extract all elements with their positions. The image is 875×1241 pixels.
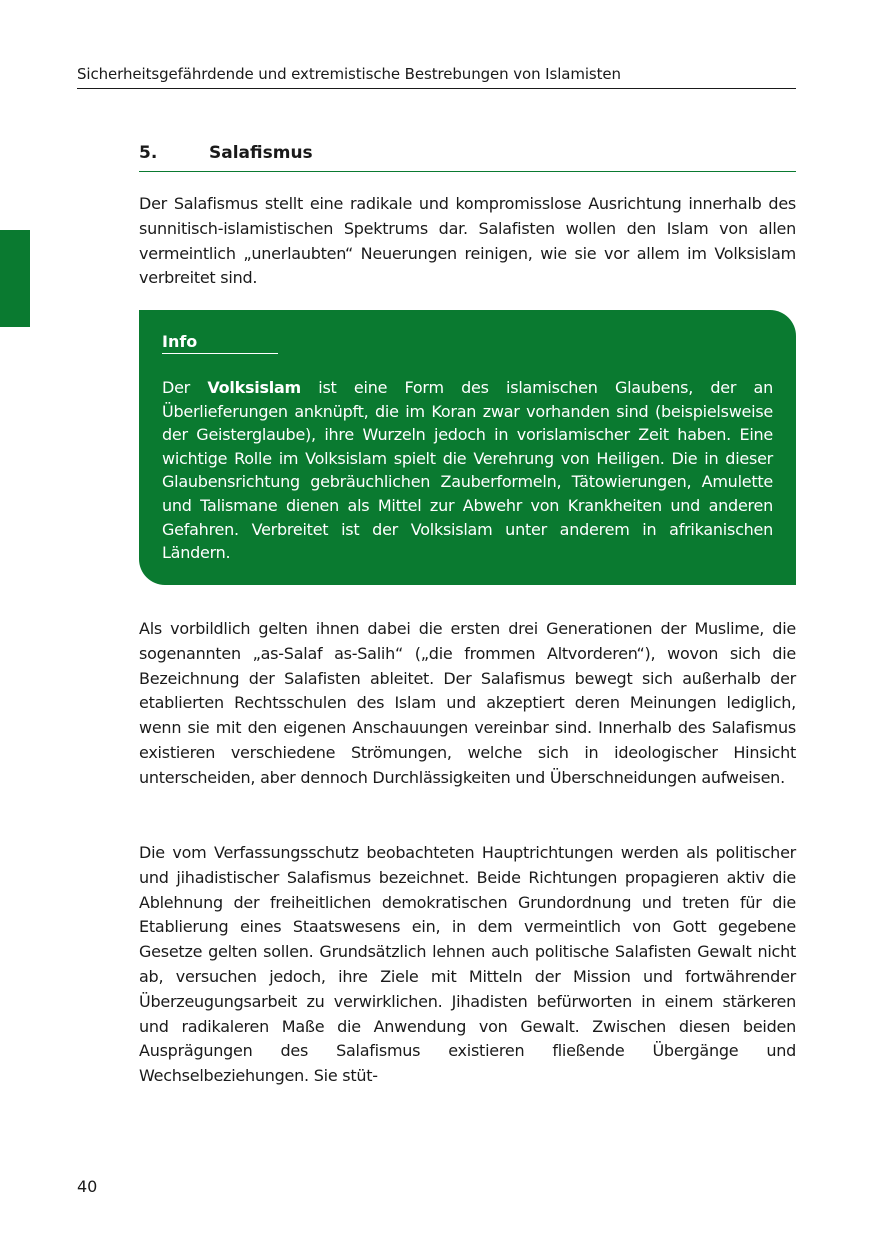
body-paragraph-2: Als vorbildlich gelten ihnen dabei die ersten drei Generationen der Muslime, die sogenannten „as-Salaf as-Salih“ („die frommen Altvorderen“), wovon sich die Bezeichnung der Salafisten ableitet. Der Salafismus bewegt sich außerhalb der etablierten Rechtsschulen des Islam und akzeptiert deren Meinungen lediglich, wenn sie mit den eigenen Anschauungen vereinbar sind. Innerhalb des Salafismus existieren verschiedene Strömungen, welche sich in ideologischer Hinsicht unterscheiden, aber dennoch Durchlässigkeiten und Überschneidungen aufweisen.	[139, 619, 796, 787]
info-box	[139, 310, 796, 585]
info-term-volksislam: Volksislam	[207, 378, 301, 397]
chapter-side-tab	[0, 230, 30, 327]
header-rule	[77, 88, 796, 89]
section-heading	[139, 141, 796, 172]
running-header-title: Sicherheitsgefährdende und extremistische Bestrebungen von Islamisten	[77, 65, 621, 83]
section-title: Salafismus	[209, 143, 313, 163]
body-paragraph-3: Die vom Verfassungsschutz beobachteten Hauptrichtungen werden als politischer und jihadistischer Salafismus bezeichnet. Beide Richtungen propagieren aktiv die Ablehnung der freiheitlichen demokratischen Grundordnung und treten für die Etablierung eines Staatswesens ein, in dem vermeintlich von Gott gegebene Gesetze gelten sollen. Grundsätzlich lehnen auch politische Salafisten Gewalt nicht ab, versuchen jedoch, ihre Ziele mit Mitteln der Mission und fortwährender Überzeugungsarbeit zu verwirklichen. Jihadisten befürworten in einem stärkeren und radikaleren Maße die Anwendung von Gewalt. Zwischen diesen beiden Ausprägungen des Salafismus existieren fließende Übergänge und Wechselbeziehungen. Sie stüt-	[139, 843, 796, 1086]
intro-paragraph: Der Salafismus stellt eine radikale und kompromisslose Ausrichtung innerhalb des sunnitisch-islamistischen Spektrums dar. Salafisten wollen den Islam von allen vermeintlich „unerlaubten“ Neuerungen reinigen, wie sie vor allem im Volksislam verbreitet sind.	[139, 194, 796, 288]
info-box-label: Info	[162, 331, 278, 354]
section-number: 5.	[139, 143, 158, 163]
info-text-after: ist eine Form des islamischen Glaubens, der an Überlieferungen anknüpft, die im Koran zwar vorhanden sind (beispielsweise der Geisterglaube), ihre Wurzeln jedoch in vorislamischer Zeit haben. Eine wichtige Rolle im Volksislam spielt die Verehrung von Heiligen. Die in dieser Glaubensrichtung gebräuchlichen Zauberformeln, Tätowierungen, Amulette und Talismane dienen als Mittel zur Abwehr von Krankheiten und anderen Gefahren. Verbreitet ist der Volksislam unter anderem in afrikanischen Ländern.	[162, 378, 773, 563]
info-box-text	[162, 376, 773, 565]
page-number: 40	[77, 1177, 98, 1196]
info-text-before: Der	[162, 378, 208, 397]
